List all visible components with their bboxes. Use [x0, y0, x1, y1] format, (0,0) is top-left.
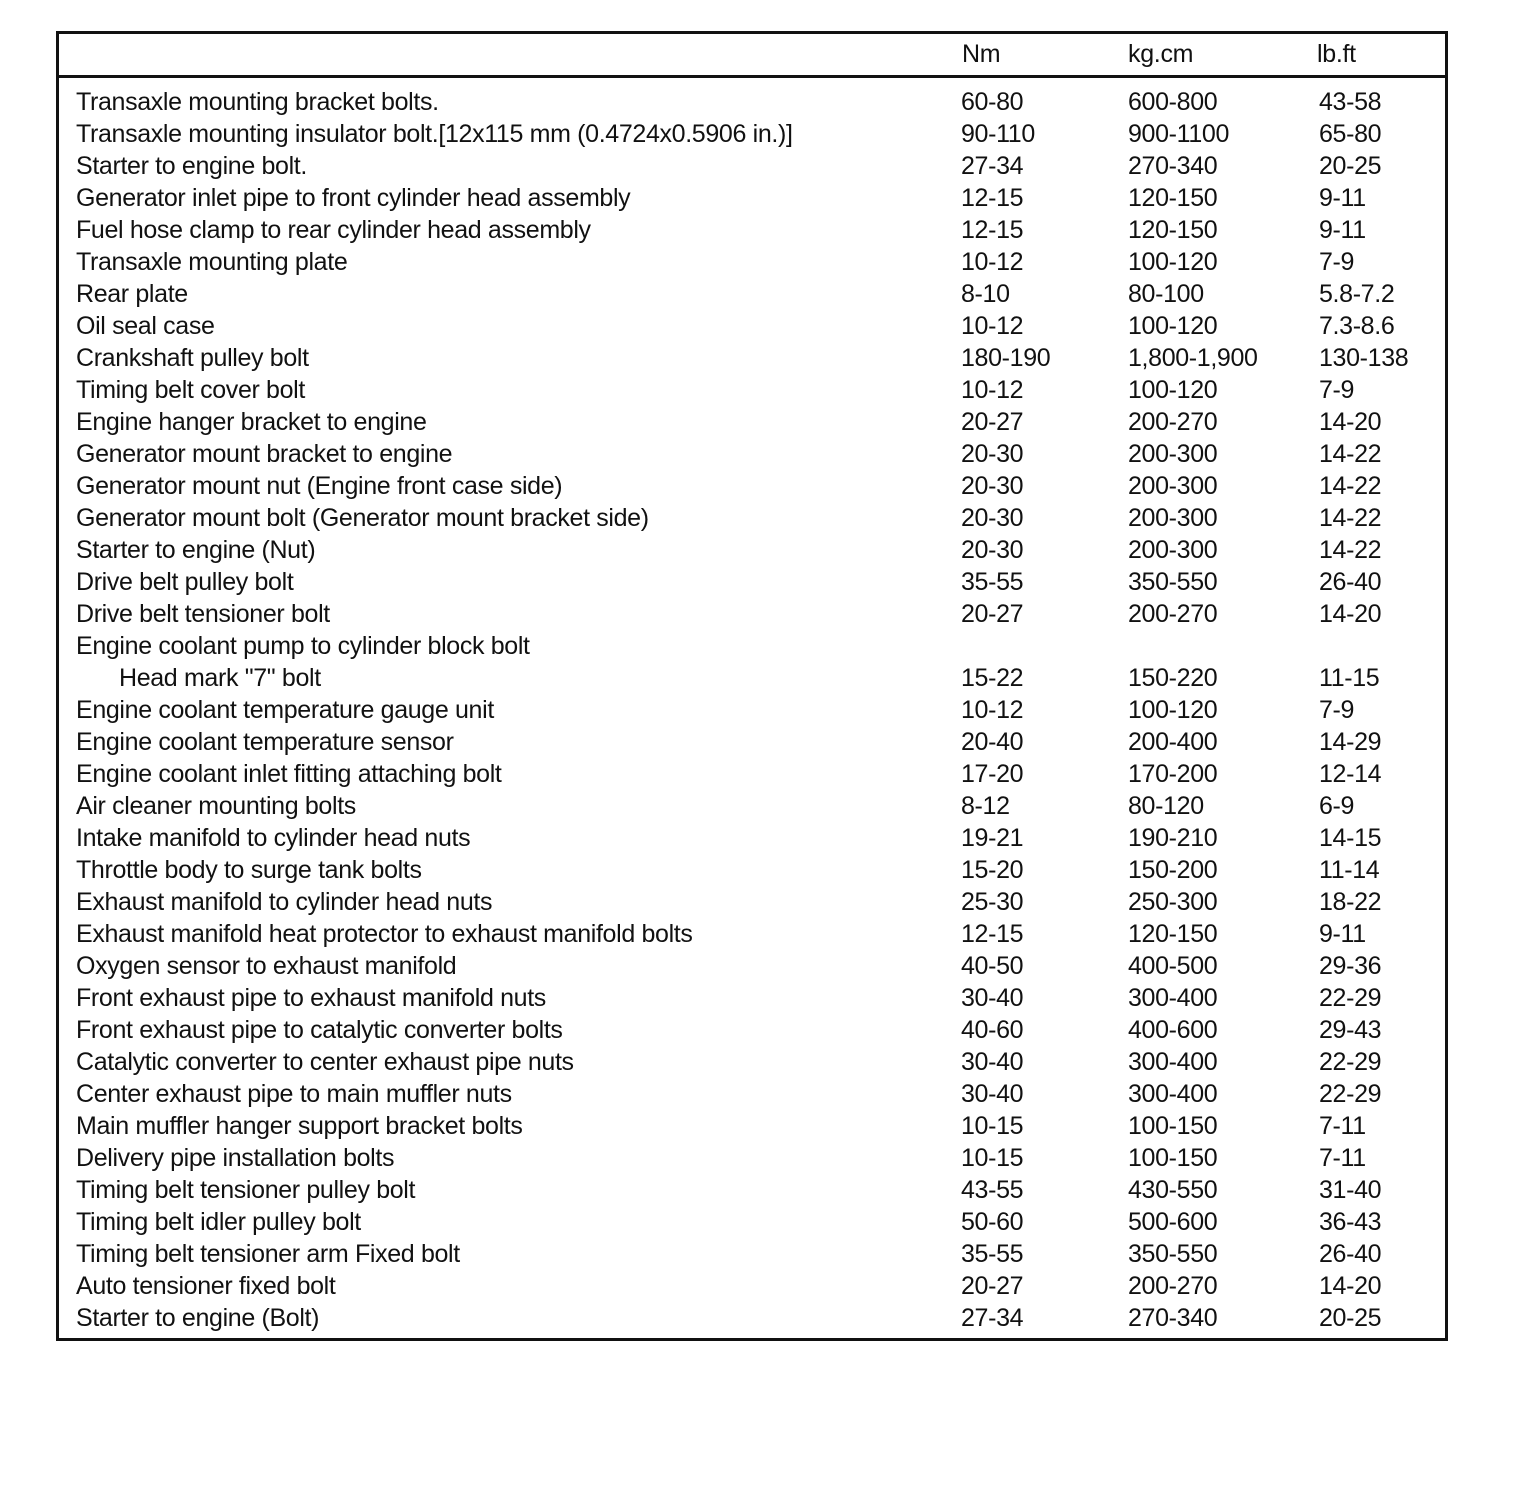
cell-nm: 20-30: [961, 536, 1024, 564]
cell-description: Delivery pipe installation bolts: [76, 1144, 395, 1172]
cell-description: Engine coolant temperature gauge unit: [76, 696, 494, 724]
cell-lbft: 20-25: [1319, 1304, 1382, 1332]
cell-nm: 10-15: [961, 1144, 1024, 1172]
cell-lbft: 22-29: [1319, 984, 1382, 1012]
table-row: [59, 982, 1445, 1014]
cell-lbft: 5.8-7.2: [1319, 280, 1395, 308]
cell-lbft: 9-11: [1319, 920, 1366, 948]
table-row: [59, 278, 1445, 310]
cell-description: Air cleaner mounting bolts: [76, 792, 356, 820]
cell-lbft: 29-36: [1319, 952, 1382, 980]
cell-lbft: 14-22: [1319, 440, 1382, 468]
cell-kgcm: 350-550: [1128, 1240, 1218, 1268]
cell-kgcm: 120-150: [1128, 184, 1218, 212]
cell-kgcm: 600-800: [1128, 88, 1218, 116]
table-row: [59, 822, 1445, 854]
cell-kgcm: 100-120: [1128, 248, 1218, 276]
cell-nm: 10-12: [961, 312, 1024, 340]
cell-lbft: 6-9: [1319, 792, 1355, 820]
cell-description: Oxygen sensor to exhaust manifold: [76, 952, 457, 980]
cell-kgcm: 400-500: [1128, 952, 1218, 980]
cell-lbft: 130-138: [1319, 344, 1409, 372]
cell-kgcm: 1,800-1,900: [1128, 344, 1258, 372]
cell-kgcm: 100-150: [1128, 1112, 1218, 1140]
table-row: [59, 1206, 1445, 1238]
cell-kgcm: 80-120: [1128, 792, 1204, 820]
cell-description: Drive belt pulley bolt: [76, 568, 294, 596]
cell-kgcm: 350-550: [1128, 568, 1218, 596]
cell-kgcm: 200-270: [1128, 408, 1218, 436]
table-row: [59, 1014, 1445, 1046]
cell-description: Rear plate: [76, 280, 188, 308]
cell-lbft: 12-14: [1319, 760, 1382, 788]
cell-nm: 10-15: [961, 1112, 1024, 1140]
cell-nm: 30-40: [961, 984, 1024, 1012]
table-row: [59, 1174, 1445, 1206]
cell-lbft: 7-9: [1319, 248, 1355, 276]
cell-lbft: 26-40: [1319, 568, 1382, 596]
table-row: [59, 1238, 1445, 1270]
table-row: [59, 1302, 1445, 1334]
cell-lbft: 7.3-8.6: [1319, 312, 1395, 340]
table-row: [59, 694, 1445, 726]
torque-spec-table: [56, 31, 1448, 1341]
cell-lbft: 11-15: [1319, 664, 1380, 692]
cell-lbft: 7-11: [1319, 1144, 1366, 1172]
cell-lbft: 26-40: [1319, 1240, 1382, 1268]
table-row: [59, 566, 1445, 598]
cell-nm: 60-80: [961, 88, 1024, 116]
cell-nm: 8-10: [961, 280, 1010, 308]
cell-lbft: 29-43: [1319, 1016, 1382, 1044]
table-row: [59, 310, 1445, 342]
cell-lbft: 14-15: [1319, 824, 1382, 852]
cell-description: Oil seal case: [76, 312, 215, 340]
table-row: [59, 406, 1445, 438]
table-row: [59, 214, 1445, 246]
cell-lbft: 7-9: [1319, 376, 1355, 404]
cell-nm: 35-55: [961, 568, 1024, 596]
cell-lbft: 14-20: [1319, 1272, 1382, 1300]
cell-kgcm: 270-340: [1128, 1304, 1218, 1332]
cell-description: Timing belt tensioner arm Fixed bolt: [76, 1240, 460, 1268]
table-row: [59, 758, 1445, 790]
table-row: [59, 374, 1445, 406]
cell-nm: 30-40: [961, 1048, 1024, 1076]
table-row: [59, 1078, 1445, 1110]
cell-description: Transaxle mounting bracket bolts.: [76, 88, 439, 116]
cell-nm: 20-27: [961, 1272, 1024, 1300]
cell-description: Catalytic converter to center exhaust pipe nuts: [76, 1048, 574, 1076]
cell-nm: 20-30: [961, 504, 1024, 532]
table-row: [59, 534, 1445, 566]
cell-lbft: 22-29: [1319, 1080, 1382, 1108]
cell-nm: 10-12: [961, 376, 1024, 404]
cell-description: Transaxle mounting plate: [76, 248, 348, 276]
cell-nm: 50-60: [961, 1208, 1024, 1236]
table-row: [59, 950, 1445, 982]
cell-nm: 20-30: [961, 472, 1024, 500]
cell-kgcm: 200-400: [1128, 728, 1218, 756]
cell-kgcm: 200-270: [1128, 600, 1218, 628]
cell-nm: 25-30: [961, 888, 1024, 916]
cell-kgcm: 250-300: [1128, 888, 1218, 916]
cell-description: Front exhaust pipe to catalytic converter bolts: [76, 1016, 563, 1044]
cell-nm: 27-34: [961, 152, 1024, 180]
cell-nm: 12-15: [961, 184, 1024, 212]
cell-kgcm: 100-120: [1128, 376, 1218, 404]
cell-description: Throttle body to surge tank bolts: [76, 856, 422, 884]
cell-kgcm: 270-340: [1128, 152, 1218, 180]
cell-kgcm: 200-300: [1128, 504, 1218, 532]
cell-lbft: 22-29: [1319, 1048, 1382, 1076]
column-header-nm: Nm: [962, 40, 1001, 68]
cell-description: Generator inlet pipe to front cylinder head assembly: [76, 184, 631, 212]
cell-description: Starter to engine (Nut): [76, 536, 316, 564]
cell-nm: 20-40: [961, 728, 1024, 756]
table-row: [59, 438, 1445, 470]
table-row: [59, 470, 1445, 502]
cell-lbft: 31-40: [1319, 1176, 1382, 1204]
cell-nm: 12-15: [961, 920, 1024, 948]
cell-lbft: 7-9: [1319, 696, 1355, 724]
cell-nm: 17-20: [961, 760, 1024, 788]
table-row: [59, 118, 1445, 150]
table-row: [59, 886, 1445, 918]
cell-description: Generator mount nut (Engine front case side): [76, 472, 563, 500]
cell-kgcm: 170-200: [1128, 760, 1218, 788]
cell-lbft: 14-29: [1319, 728, 1382, 756]
cell-lbft: 7-11: [1319, 1112, 1366, 1140]
table-row: [59, 598, 1445, 630]
table-row: [59, 502, 1445, 534]
cell-nm: 15-20: [961, 856, 1024, 884]
cell-description: Drive belt tensioner bolt: [76, 600, 330, 628]
cell-lbft: 9-11: [1319, 184, 1366, 212]
cell-description: Fuel hose clamp to rear cylinder head assembly: [76, 216, 591, 244]
cell-kgcm: 100-120: [1128, 312, 1218, 340]
cell-nm: 180-190: [961, 344, 1051, 372]
cell-description: Timing belt cover bolt: [76, 376, 305, 404]
cell-lbft: 14-20: [1319, 408, 1382, 436]
cell-nm: 12-15: [961, 216, 1024, 244]
cell-nm: 20-30: [961, 440, 1024, 468]
cell-description: Starter to engine (Bolt): [76, 1304, 320, 1332]
cell-lbft: 14-22: [1319, 504, 1382, 532]
cell-kgcm: 200-300: [1128, 536, 1218, 564]
cell-description: Crankshaft pulley bolt: [76, 344, 309, 372]
cell-kgcm: 150-220: [1128, 664, 1218, 692]
cell-kgcm: 300-400: [1128, 984, 1218, 1012]
column-header-lbft: lb.ft: [1317, 40, 1356, 68]
table-row: [59, 1142, 1445, 1174]
cell-lbft: 11-14: [1319, 856, 1380, 884]
cell-nm: 8-12: [961, 792, 1010, 820]
table-row: [59, 1270, 1445, 1302]
cell-description: Engine coolant inlet fitting attaching bolt: [76, 760, 502, 788]
cell-description: Exhaust manifold to cylinder head nuts: [76, 888, 493, 916]
table-row: [59, 182, 1445, 214]
cell-description: Timing belt idler pulley bolt: [76, 1208, 361, 1236]
cell-kgcm: 190-210: [1128, 824, 1218, 852]
cell-nm: 27-34: [961, 1304, 1024, 1332]
cell-nm: 40-60: [961, 1016, 1024, 1044]
cell-kgcm: 300-400: [1128, 1048, 1218, 1076]
cell-description: Head mark "7" bolt: [119, 664, 321, 692]
cell-description: Transaxle mounting insulator bolt.[12x115 mm (0.4724x0.5906 in.)]: [76, 120, 793, 148]
cell-nm: 43-55: [961, 1176, 1024, 1204]
table-row: [59, 630, 1445, 662]
cell-kgcm: 200-300: [1128, 440, 1218, 468]
cell-description: Timing belt tensioner pulley bolt: [76, 1176, 416, 1204]
cell-kgcm: 200-270: [1128, 1272, 1218, 1300]
table-row: [59, 86, 1445, 118]
cell-kgcm: 300-400: [1128, 1080, 1218, 1108]
table-row: [59, 918, 1445, 950]
table-row: [59, 790, 1445, 822]
cell-nm: 20-27: [961, 600, 1024, 628]
cell-nm: 90-110: [961, 120, 1035, 148]
cell-nm: 10-12: [961, 248, 1024, 276]
cell-nm: 10-12: [961, 696, 1024, 724]
table-row: [59, 246, 1445, 278]
cell-description: Main muffler hanger support bracket bolts: [76, 1112, 523, 1140]
cell-lbft: 36-43: [1319, 1208, 1382, 1236]
cell-description: Exhaust manifold heat protector to exhaust manifold bolts: [76, 920, 693, 948]
cell-description: Engine coolant pump to cylinder block bolt: [76, 632, 530, 660]
cell-kgcm: 100-120: [1128, 696, 1218, 724]
cell-lbft: 43-58: [1319, 88, 1382, 116]
cell-description: Center exhaust pipe to main muffler nuts: [76, 1080, 512, 1108]
cell-lbft: 14-22: [1319, 472, 1382, 500]
cell-description: Starter to engine bolt.: [76, 152, 307, 180]
cell-lbft: 14-22: [1319, 536, 1382, 564]
table-header-row: [59, 34, 1445, 78]
cell-kgcm: 430-550: [1128, 1176, 1218, 1204]
cell-kgcm: 900-1100: [1128, 120, 1229, 148]
table-row: [59, 1046, 1445, 1078]
cell-nm: 40-50: [961, 952, 1024, 980]
cell-description: Engine hanger bracket to engine: [76, 408, 427, 436]
table-row: [59, 662, 1445, 694]
cell-kgcm: 400-600: [1128, 1016, 1218, 1044]
cell-kgcm: 120-150: [1128, 216, 1218, 244]
cell-kgcm: 200-300: [1128, 472, 1218, 500]
cell-kgcm: 500-600: [1128, 1208, 1218, 1236]
cell-lbft: 65-80: [1319, 120, 1382, 148]
cell-nm: 30-40: [961, 1080, 1024, 1108]
cell-description: Auto tensioner fixed bolt: [76, 1272, 336, 1300]
cell-kgcm: 80-100: [1128, 280, 1204, 308]
cell-nm: 35-55: [961, 1240, 1024, 1268]
table-row: [59, 854, 1445, 886]
cell-description: Engine coolant temperature sensor: [76, 728, 454, 756]
table-body: [59, 86, 1445, 1334]
cell-description: Intake manifold to cylinder head nuts: [76, 824, 471, 852]
cell-lbft: 9-11: [1319, 216, 1366, 244]
cell-lbft: 14-20: [1319, 600, 1382, 628]
cell-nm: 19-21: [961, 824, 1024, 852]
cell-kgcm: 150-200: [1128, 856, 1218, 884]
cell-description: Generator mount bracket to engine: [76, 440, 453, 468]
column-header-kgcm: kg.cm: [1128, 40, 1194, 68]
table-row: [59, 1110, 1445, 1142]
table-row: [59, 342, 1445, 374]
cell-kgcm: 100-150: [1128, 1144, 1218, 1172]
cell-kgcm: 120-150: [1128, 920, 1218, 948]
cell-lbft: 20-25: [1319, 152, 1382, 180]
cell-lbft: 18-22: [1319, 888, 1382, 916]
cell-description: Generator mount bolt (Generator mount bracket side): [76, 504, 649, 532]
cell-nm: 20-27: [961, 408, 1024, 436]
cell-nm: 15-22: [961, 664, 1024, 692]
table-row: [59, 726, 1445, 758]
table-row: [59, 150, 1445, 182]
cell-description: Front exhaust pipe to exhaust manifold nuts: [76, 984, 546, 1012]
